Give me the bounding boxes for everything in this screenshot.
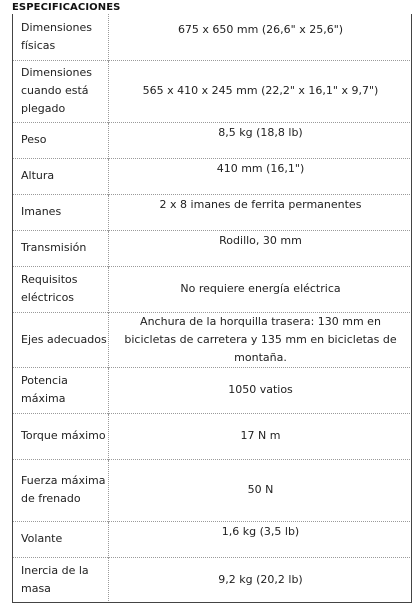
table-row: [12, 367, 412, 413]
spec-label: Dimensiones físicas: [12, 14, 109, 60]
table-row: [12, 266, 412, 312]
spec-label: Transmisión: [12, 230, 109, 266]
spec-label: Fuerza máxima de frenado: [12, 459, 109, 521]
spec-value: 50 N: [109, 459, 413, 521]
table-row: [12, 122, 412, 158]
spec-label: Torque máximo: [12, 413, 109, 459]
spec-label: Imanes: [12, 194, 109, 230]
spec-value: 2 x 8 imanes de ferrita permanentes: [109, 194, 413, 230]
table-row: [12, 413, 412, 459]
spec-label: Volante: [12, 521, 109, 557]
spec-value: 675 x 650 mm (26,6" x 25,6"): [177, 22, 344, 36]
specifications-table: [12, 14, 412, 603]
table-row: [12, 312, 412, 367]
table-row: [12, 194, 412, 230]
table-row: [12, 60, 412, 122]
spec-value: Rodillo, 30 mm: [109, 230, 413, 266]
spec-value: 8,5 kg (18,8 lb): [109, 122, 413, 158]
table-row: [12, 557, 412, 603]
spec-value: 17 N m: [109, 413, 413, 459]
table-row: [12, 158, 412, 194]
spec-value: Anchura de la horquilla trasera: 130 mm en bicicletas de carretera y 135 mm en bicicletas de montaña.: [109, 312, 413, 367]
spec-value: 1050 vatios: [109, 367, 413, 413]
spec-label: Altura: [12, 158, 109, 194]
table-row: [12, 14, 412, 60]
spec-value: 1,6 kg (3,5 lb): [109, 521, 413, 557]
spec-label: Dimensiones cuando está plegado: [12, 60, 109, 122]
spec-label: Peso: [12, 122, 109, 158]
spec-value: 410 mm (16,1"): [109, 158, 413, 194]
spec-label: Inercia de la masa: [12, 557, 109, 603]
table-row: [12, 521, 412, 557]
section-title: ESPECIFICACIONES: [12, 2, 121, 13]
spec-label: Potencia máxima: [12, 367, 109, 413]
spec-value: 565 x 410 x 245 mm (22,2" x 16,1" x 9,7"): [109, 60, 413, 122]
table-row: [12, 459, 412, 521]
spec-label: Requisitos eléctricos: [12, 266, 109, 312]
spec-value: No requiere energía eléctrica: [109, 266, 413, 312]
spec-label: Ejes adecuados: [12, 312, 109, 367]
spec-value: 9,2 kg (20,2 lb): [109, 557, 413, 603]
table-row: [12, 230, 412, 266]
